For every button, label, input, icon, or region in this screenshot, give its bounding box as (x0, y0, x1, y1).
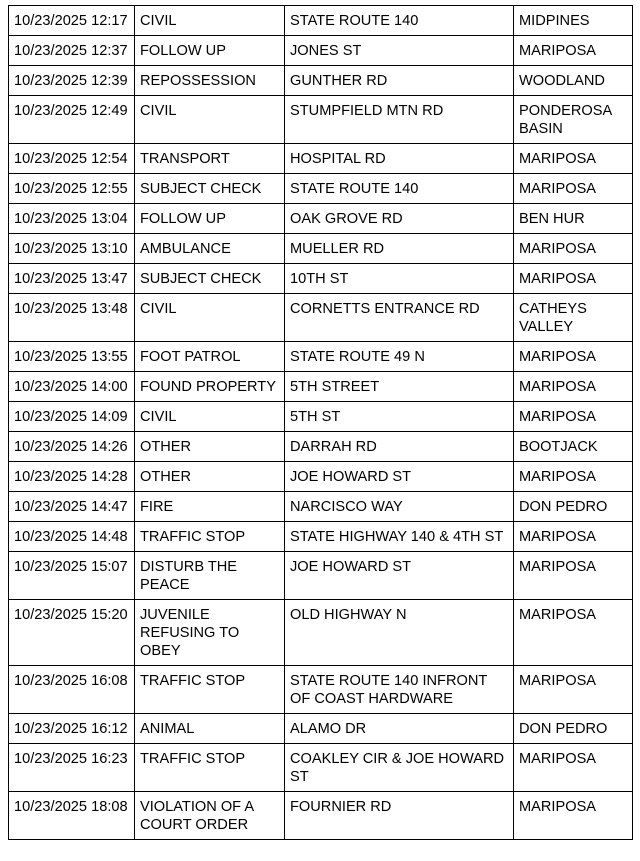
datetime-cell: 10/23/2025 14:28 (9, 462, 135, 492)
city-cell: MIDPINES (514, 6, 633, 36)
call-type-cell: CIVIL (135, 402, 285, 432)
location-cell: FOURNIER RD (285, 792, 514, 840)
location-cell: JONES ST (285, 36, 514, 66)
location-cell: CORNETTS ENTRANCE RD (285, 294, 514, 342)
table-row (9, 552, 633, 600)
table-row (9, 96, 633, 144)
location-cell: 5TH ST (285, 402, 514, 432)
datetime-cell: 10/23/2025 14:09 (9, 402, 135, 432)
city-cell: MARIPOSA (514, 600, 633, 666)
city-cell: CATHEYS VALLEY (514, 294, 633, 342)
call-type-cell: OTHER (135, 432, 285, 462)
datetime-cell: 10/23/2025 14:48 (9, 522, 135, 552)
table-row (9, 744, 633, 792)
table-row (9, 666, 633, 714)
call-type-cell: CIVIL (135, 6, 285, 36)
table-row (9, 174, 633, 204)
table-row (9, 66, 633, 96)
call-type-cell: CIVIL (135, 294, 285, 342)
call-type-cell: TRANSPORT (135, 144, 285, 174)
table-row (9, 204, 633, 234)
table-row (9, 294, 633, 342)
city-cell: MARIPOSA (514, 174, 633, 204)
call-type-cell: TRAFFIC STOP (135, 522, 285, 552)
call-type-cell: FIRE (135, 492, 285, 522)
datetime-cell: 10/23/2025 12:39 (9, 66, 135, 96)
datetime-cell: 10/23/2025 16:08 (9, 666, 135, 714)
call-type-cell: DISTURB THE PEACE (135, 552, 285, 600)
datetime-cell: 10/23/2025 12:55 (9, 174, 135, 204)
city-cell: MARIPOSA (514, 36, 633, 66)
table-row (9, 432, 633, 462)
city-cell: MARIPOSA (514, 234, 633, 264)
table-row (9, 6, 633, 36)
call-type-cell: FOUND PROPERTY (135, 372, 285, 402)
datetime-cell: 10/23/2025 18:08 (9, 792, 135, 840)
location-cell: STATE ROUTE 140 (285, 174, 514, 204)
table-row (9, 264, 633, 294)
call-type-cell: TRAFFIC STOP (135, 744, 285, 792)
datetime-cell: 10/23/2025 12:37 (9, 36, 135, 66)
city-cell: MARIPOSA (514, 144, 633, 174)
table-row (9, 144, 633, 174)
datetime-cell: 10/23/2025 15:07 (9, 552, 135, 600)
location-cell: ALAMO DR (285, 714, 514, 744)
location-cell: STATE ROUTE 49 N (285, 342, 514, 372)
datetime-cell: 10/23/2025 16:12 (9, 714, 135, 744)
table-row (9, 234, 633, 264)
datetime-cell: 10/23/2025 13:55 (9, 342, 135, 372)
datetime-cell: 10/23/2025 13:48 (9, 294, 135, 342)
city-cell: BEN HUR (514, 204, 633, 234)
location-cell: GUNTHER RD (285, 66, 514, 96)
city-cell: MARIPOSA (514, 462, 633, 492)
datetime-cell: 10/23/2025 13:47 (9, 264, 135, 294)
table-row (9, 522, 633, 552)
call-type-cell: SUBJECT CHECK (135, 174, 285, 204)
location-cell: 5TH STREET (285, 372, 514, 402)
call-type-cell: CIVIL (135, 96, 285, 144)
city-cell: MARIPOSA (514, 402, 633, 432)
datetime-cell: 10/23/2025 14:00 (9, 372, 135, 402)
location-cell: HOSPITAL RD (285, 144, 514, 174)
location-cell: STATE ROUTE 140 INFRONT OF COAST HARDWARE (285, 666, 514, 714)
city-cell: MARIPOSA (514, 342, 633, 372)
city-cell: MARIPOSA (514, 522, 633, 552)
datetime-cell: 10/23/2025 14:47 (9, 492, 135, 522)
datetime-cell: 10/23/2025 15:20 (9, 600, 135, 666)
table-row (9, 342, 633, 372)
city-cell: MARIPOSA (514, 666, 633, 714)
table-row (9, 402, 633, 432)
city-cell: MARIPOSA (514, 744, 633, 792)
datetime-cell: 10/23/2025 12:54 (9, 144, 135, 174)
call-type-cell: ANIMAL (135, 714, 285, 744)
location-cell: STUMPFIELD MTN RD (285, 96, 514, 144)
table-row (9, 462, 633, 492)
call-type-cell: VIOLATION OF A COURT ORDER (135, 792, 285, 840)
datetime-cell: 10/23/2025 13:10 (9, 234, 135, 264)
city-cell: MARIPOSA (514, 264, 633, 294)
location-cell: COAKLEY CIR & JOE HOWARD ST (285, 744, 514, 792)
table-row (9, 36, 633, 66)
location-cell: STATE HIGHWAY 140 & 4TH ST (285, 522, 514, 552)
city-cell: MARIPOSA (514, 552, 633, 600)
location-cell: NARCISCO WAY (285, 492, 514, 522)
location-cell: JOE HOWARD ST (285, 462, 514, 492)
call-type-cell: FOLLOW UP (135, 36, 285, 66)
location-cell: OLD HIGHWAY N (285, 600, 514, 666)
datetime-cell: 10/23/2025 12:49 (9, 96, 135, 144)
datetime-cell: 10/23/2025 14:26 (9, 432, 135, 462)
table-row (9, 792, 633, 840)
city-cell: MARIPOSA (514, 792, 633, 840)
table-row (9, 714, 633, 744)
location-cell: JOE HOWARD ST (285, 552, 514, 600)
city-cell: DON PEDRO (514, 492, 633, 522)
location-cell: DARRAH RD (285, 432, 514, 462)
incident-log-body (9, 6, 633, 840)
call-type-cell: OTHER (135, 462, 285, 492)
call-type-cell: JUVENILE REFUSING TO OBEY (135, 600, 285, 666)
city-cell: MARIPOSA (514, 372, 633, 402)
datetime-cell: 10/23/2025 16:23 (9, 744, 135, 792)
city-cell: DON PEDRO (514, 714, 633, 744)
call-type-cell: FOOT PATROL (135, 342, 285, 372)
table-row (9, 492, 633, 522)
location-cell: MUELLER RD (285, 234, 514, 264)
datetime-cell: 10/23/2025 12:17 (9, 6, 135, 36)
city-cell: BOOTJACK (514, 432, 633, 462)
location-cell: 10TH ST (285, 264, 514, 294)
datetime-cell: 10/23/2025 13:04 (9, 204, 135, 234)
city-cell: PONDEROSA BASIN (514, 96, 633, 144)
call-type-cell: AMBULANCE (135, 234, 285, 264)
location-cell: OAK GROVE RD (285, 204, 514, 234)
city-cell: WOODLAND (514, 66, 633, 96)
call-type-cell: REPOSSESSION (135, 66, 285, 96)
call-type-cell: TRAFFIC STOP (135, 666, 285, 714)
incident-log-table (8, 5, 633, 840)
call-type-cell: FOLLOW UP (135, 204, 285, 234)
table-row (9, 600, 633, 666)
location-cell: STATE ROUTE 140 (285, 6, 514, 36)
call-type-cell: SUBJECT CHECK (135, 264, 285, 294)
table-row (9, 372, 633, 402)
